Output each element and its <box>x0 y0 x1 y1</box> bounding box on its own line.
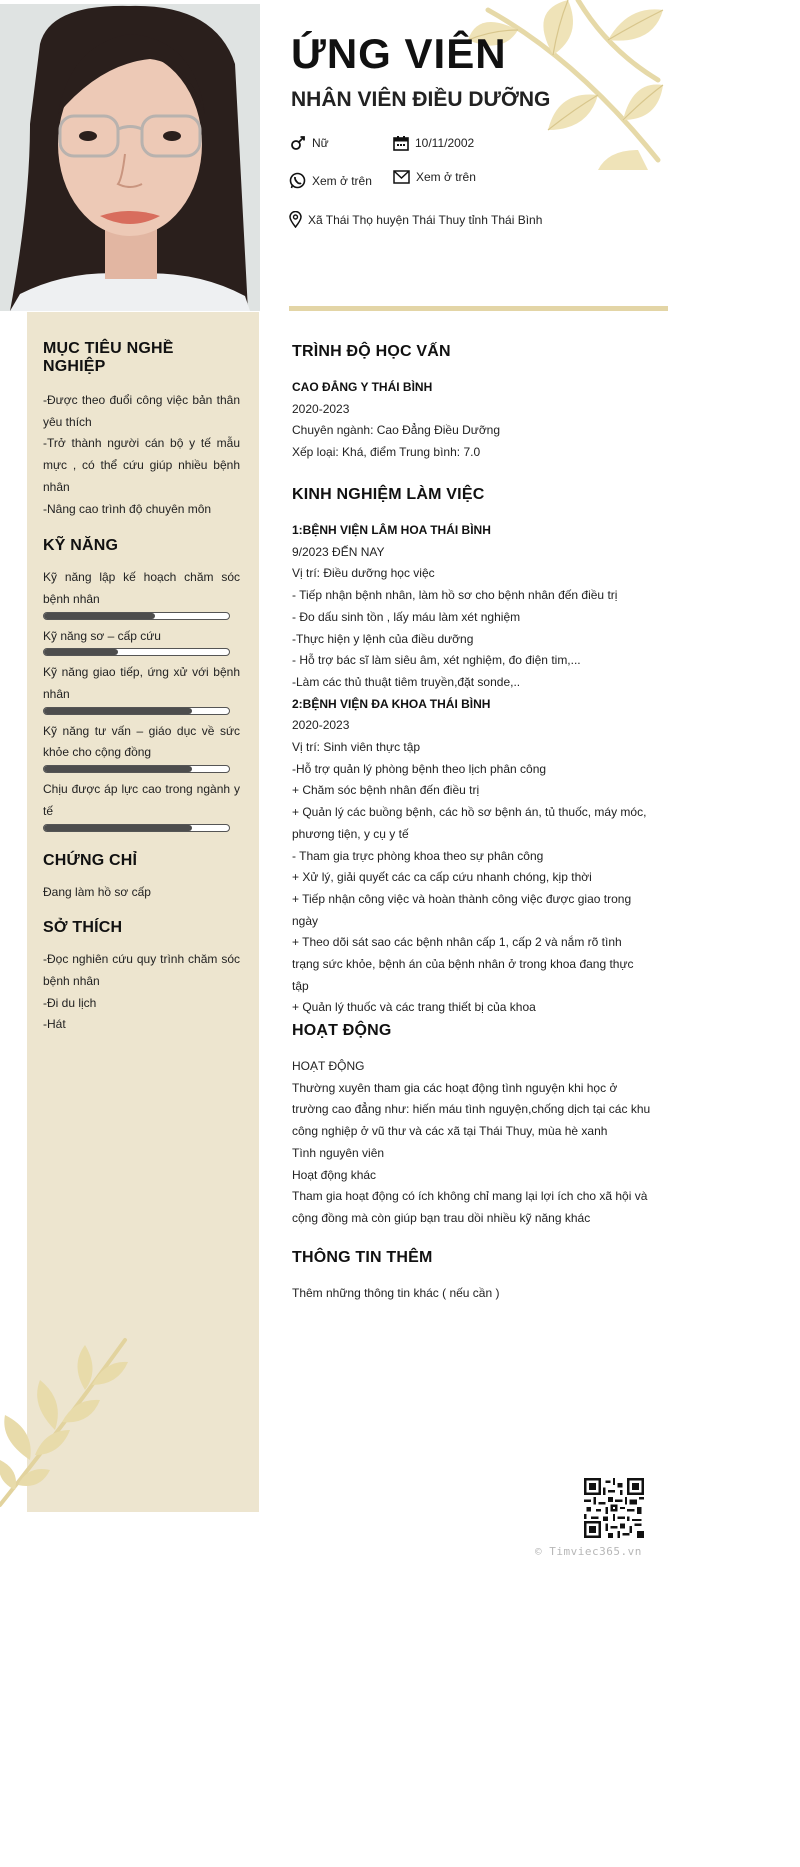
career-goal-line: -Trở thành người cán bộ y tế mẫu mực , có thể cứu giúp nhiều bệnh nhân <box>43 436 240 494</box>
birthdate-row <box>393 135 474 151</box>
job-line: Vị trí: Sinh viên thực tập <box>292 740 421 755</box>
skill-bar-fill <box>44 708 192 714</box>
activities-title: HOẠT ĐỘNG <box>292 1022 392 1039</box>
more-info-line: Thêm những thông tin khác ( nếu cần ) <box>292 1286 500 1300</box>
more-info-section <box>292 1249 652 1305</box>
job-line: - Đo dấu sinh tồn , lấy máu làm xét nghiệm <box>292 609 521 624</box>
education-major: Chuyên ngành: Cao Đẳng Điều Dưỡng <box>292 423 501 438</box>
job-line: -Làm các thủ thuật tiêm truyền,đặt sonde,.. <box>292 674 521 689</box>
skill-item <box>43 662 240 714</box>
job-company: 2:BỆNH VIỆN ĐA KHOA THÁI BÌNH <box>292 696 491 711</box>
education-years: 2020-2023 <box>292 401 350 416</box>
job-line: -Hỗ trợ quản lý phòng bệnh theo lịch phân công <box>292 761 547 776</box>
skill-name: Kỹ năng sơ – cấp cứu <box>43 628 161 643</box>
job-line: + Theo dõi sát sao các bệnh nhân cấp 1, cấp 2 và nắm rõ tình trạng sức khỏe, bệnh án của bệnh nhân ở trong khoa đang thực tập <box>292 935 634 993</box>
qr-code <box>584 1478 644 1538</box>
skill-bar-fill <box>44 825 192 831</box>
certificates-text <box>43 882 240 904</box>
candidate-name: ỨNG VIÊN <box>291 30 507 77</box>
address-value: Xã Thái Thọ huyện Thái Thuy tỉnh Thái Bình <box>308 212 543 227</box>
certificate-line: Đang làm hồ sơ cấp <box>43 884 151 899</box>
skill-bar-fill <box>44 613 155 619</box>
activities-section <box>292 1022 652 1230</box>
profile-photo <box>0 4 260 311</box>
job-company: 1:BỆNH VIỆN LÂM HOA THÁI BÌNH <box>292 523 491 537</box>
activity-line: Hoạt động khác <box>292 1167 377 1182</box>
career-goal-text <box>43 390 240 520</box>
email-row <box>393 170 476 184</box>
whatsapp-phone-icon <box>289 172 306 189</box>
hobby-line: -Đọc nghiên cứu quy trình chăm sóc bệnh nhân <box>43 952 240 988</box>
experience-title: KINH NGHIỆM LÀM VIỆC <box>292 486 485 503</box>
job-line: + Quản lý thuốc và các trang thiết bị của khoa <box>292 1000 536 1015</box>
more-info-title: THÔNG TIN THÊM <box>292 1249 433 1266</box>
career-goal-line: -Được theo đuổi công việc bản thân yêu thích <box>43 393 240 429</box>
hobbies-text <box>43 949 240 1036</box>
job-line: + Chăm sóc bệnh nhân đến điều trị <box>292 783 480 798</box>
activity-line: HOẠT ĐỘNG <box>292 1059 365 1073</box>
skill-item <box>43 626 240 657</box>
education-school: CAO ĐẲNG Y THÁI BÌNH <box>292 380 433 394</box>
candidate-position: NHÂN VIÊN ĐIỀU DƯỠNG <box>291 88 551 111</box>
job-line: + Tiếp nhận công việc và hoàn thành công việc được giao trong ngày <box>292 891 632 928</box>
birthdate-value: 10/11/2002 <box>415 136 475 150</box>
job-period: 9/2023 ĐẾN NAY <box>292 544 385 559</box>
job-line: - Hỗ trợ bác sĩ làm siêu âm, xét nghiệm, đo điện tim,... <box>292 653 581 668</box>
skill-name: Kỹ năng giao tiếp, ứng xử với bệnh nhân <box>43 665 240 702</box>
skill-item <box>43 721 240 773</box>
education-section <box>292 343 652 464</box>
job-line: + Xử lý, giải quyết các ca cấp cứu nhanh chóng, kịp thời <box>292 870 592 885</box>
email-value: Xem ở trên <box>416 170 476 184</box>
education-grade: Xếp loại: Khá, điểm Trung bình: 7.0 <box>292 445 481 460</box>
skill-bar <box>43 648 230 656</box>
experience-section <box>292 486 652 1019</box>
leaf-decoration-top <box>458 0 668 170</box>
gender-icon <box>290 135 306 151</box>
phone-row <box>289 172 372 189</box>
envelope-icon <box>393 170 410 184</box>
job-line: Vị trí: Điều dưỡng học việc <box>292 566 435 581</box>
skill-name: Chịu được áp lực cao trong ngành y tế <box>43 782 240 818</box>
hobby-line: -Hát <box>43 1017 66 1032</box>
gender-value: Nữ <box>312 136 329 150</box>
calendar-icon <box>393 135 409 151</box>
skills-title: KỸ NĂNG <box>43 537 119 555</box>
hobbies-title: SỞ THÍCH <box>43 919 123 937</box>
skill-item <box>43 779 240 831</box>
activity-line: Thường xuyên tham gia các hoạt động tình nguyện khi học ở trường cao đẳng như: hiến máu tình nguyện,chống dịch tại các khu công nghiệp ở vũ thư và các xã tại Thái Thuy, mùa hè xanh <box>292 1080 651 1139</box>
leaf-decoration-bottom <box>0 1330 140 1515</box>
hobby-line: -Đi du lịch <box>43 995 97 1010</box>
skill-bar <box>43 824 230 832</box>
activity-line: Tham gia hoạt động có ích không chỉ mang lại lợi ích cho xã hội và cộng đồng mà còn giúp bạn trau dồi nhiều kỹ năng khác <box>292 1189 648 1225</box>
experience-job-2 <box>292 694 652 1020</box>
activity-line: Tình nguyên viên <box>292 1145 385 1160</box>
job-line: - Tiếp nhận bệnh nhân, làm hồ sơ cho bệnh nhân đến điều trị <box>292 588 618 603</box>
job-line: + Quản lý các buồng bệnh, các hồ sơ bệnh án, tủ thuốc, máy móc, phương tiện, y cụ y tế <box>292 805 647 841</box>
career-goal-line: -Nâng cao trình độ chuyên môn <box>43 501 212 516</box>
skills-list <box>43 567 240 831</box>
job-period: 2020-2023 <box>292 718 350 733</box>
certificates-title: CHỨNG CHỈ <box>43 851 138 869</box>
skill-name: Kỹ năng tư vấn – giáo dục về sức khỏe cho cộng đồng <box>43 723 240 760</box>
phone-value: Xem ở trên <box>312 173 372 188</box>
skill-bar-fill <box>44 766 192 772</box>
watermark-text: © Timviec365.vn <box>535 1545 642 1558</box>
skill-name: Kỹ năng lập kế hoạch chăm sóc bệnh nhân <box>43 570 240 606</box>
skill-bar <box>43 612 230 620</box>
skill-bar-fill <box>44 649 118 655</box>
skill-bar <box>43 765 230 773</box>
experience-job-1 <box>292 520 652 694</box>
education-title: TRÌNH ĐỘ HỌC VẤN <box>292 343 451 360</box>
skill-item <box>43 567 240 619</box>
career-goal-title: MỤC TIÊU NGHỀ NGHIỆP <box>43 340 174 375</box>
job-line: - Tham gia trực phòng khoa theo sự phân công <box>292 848 544 863</box>
skill-bar <box>43 707 230 715</box>
location-pin-icon <box>289 211 302 228</box>
job-line: -Thực hiện y lệnh của điều dưỡng <box>292 631 474 646</box>
address-row <box>289 211 542 228</box>
gender-row <box>290 135 329 151</box>
header-divider <box>289 306 668 311</box>
